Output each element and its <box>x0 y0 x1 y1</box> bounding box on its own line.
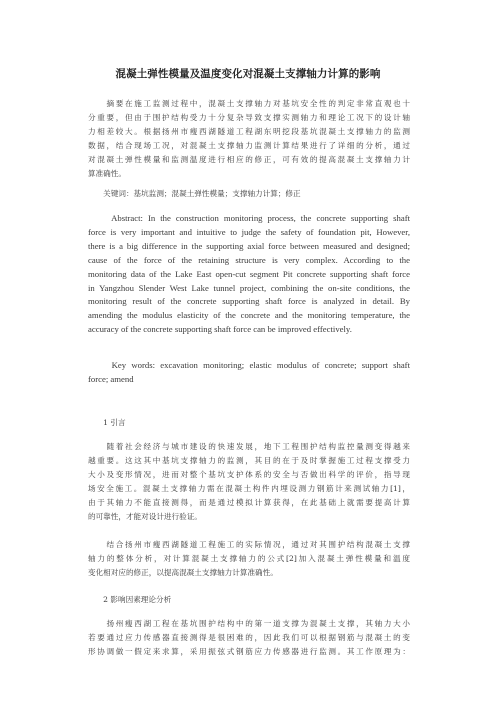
section-heading-1: 1 引言 <box>88 418 126 427</box>
text-line: force; amend <box>88 373 134 384</box>
keywords-cn <box>88 187 410 201</box>
section1-paragraph-1 <box>88 440 410 523</box>
keywords-en <box>88 359 410 387</box>
text-line: 若要通过应力传感器直接测得是很困难的，因此我们可以根据钢筋与混凝土的变 <box>88 632 410 642</box>
text-line: 分重要，但由于围护结构受力十分复杂导致支撑实测轴力和理论工况下的设计轴 <box>88 112 410 122</box>
text-line: Key words: excavation monitoring; elastic modulus of concrete; support shaft <box>88 360 410 370</box>
text-line: there is a big difference in the supporting axial force between measured and designed; <box>88 240 410 251</box>
text-line: 随着社会经济与城市建设的快速发展，地下工程围护结构监控量测变得越来 <box>88 442 410 451</box>
text-line: 力相差较大。根据扬州市瘦西湖隧道工程湖东明挖段基坑混凝土支撑轴力的监测 <box>88 126 410 136</box>
abstract-en <box>88 212 410 337</box>
text-line: 的可靠性，才能对设计进行验证。 <box>88 511 202 521</box>
paper-title: 混凝土弹性模量及温度变化对混凝土支撑轴力计算的影响 <box>115 68 381 80</box>
section2-paragraph-1 <box>88 617 410 659</box>
text-line: 场安全施工。混凝土支撑轴力需在混凝土构件内埋设测力钢筋计来测试轴力[1]， <box>88 483 410 493</box>
text-line: 数据，结合现场工况，对混凝土支撑轴力监测计算结果进行了详细的分析，通过 <box>88 140 410 150</box>
text-line: 变化相对应的修正，以提高混凝土支撑轴力计算准确性。 <box>88 567 278 577</box>
text-line: 由于其轴力不能直接测得，而是通过模拟计算获得，在此基础上就需要提高计算 <box>88 497 410 507</box>
text-line: force is very important and intuitive to judge the safety of foundation pit, However, <box>88 226 410 237</box>
text-line: 摘要在施工监测过程中，混凝土支撑轴力对基坑安全性的判定非常直观也十 <box>88 99 410 108</box>
text-line: Abstract: In the construction monitoring process, the concrete supporting shaft <box>88 213 410 223</box>
text-line: 扬州瘦西湖工程在基坑围护结构中的第一道支撑为混凝土支撑，其轴力大小 <box>88 619 410 628</box>
text-line: accuracy of the concrete supporting shaft force can be improved effectively. <box>88 324 352 335</box>
text-line: monitoring data of the Lake East open-cut segment Pit concrete supporting shaft force <box>88 268 410 279</box>
text-line: cause of the force of the retaining structure is very complex. According to the <box>88 254 410 265</box>
text-line: 形协调做一假定来求算，采用振弦式钢筋应力传感器进行监测。其工作原理为： <box>88 646 410 656</box>
section-heading-2: 2 影响因素理论分析 <box>88 595 172 604</box>
text-line: amending the modulus elasticity of the concrete and the monitoring temperature, the <box>88 310 410 321</box>
text-line: 对混凝土弹性模量和监测温度进行相应的修正，可有效的提高混凝土支撑轴力计 <box>88 154 410 164</box>
text-line: monitoring result of the concrete supporting shaft force is analyzed in detail. By <box>88 296 410 307</box>
abstract-cn <box>88 97 410 180</box>
text-line: 轴力的整体分析，对计算混凝土支撑轴力的公式[2]加入混凝土弹性模量和温度 <box>88 553 410 563</box>
text-line: in Yangzhou Slender West Lake tunnel project, combining the on-site conditions, the <box>88 282 410 293</box>
section1-paragraph-2 <box>88 538 410 580</box>
text-line: 越重要。这这其中基坑支撑轴力的监测，其目的在于及时掌握施工过程支撑受力 <box>88 455 410 465</box>
text-line: 大小及变形情况，进而对整个基坑支护体系的安全与否做出科学的评价，指导现 <box>88 469 410 479</box>
text-line: 算准确性。 <box>88 168 126 178</box>
text-line: 结合扬州市瘦西湖隧道工程施工的实际情况，通过对其围护结构混凝土支撑 <box>88 540 410 549</box>
text-line: 关键词：基坑监测；混凝土弹性模量；支撑轴力计算；修正 <box>88 189 301 198</box>
